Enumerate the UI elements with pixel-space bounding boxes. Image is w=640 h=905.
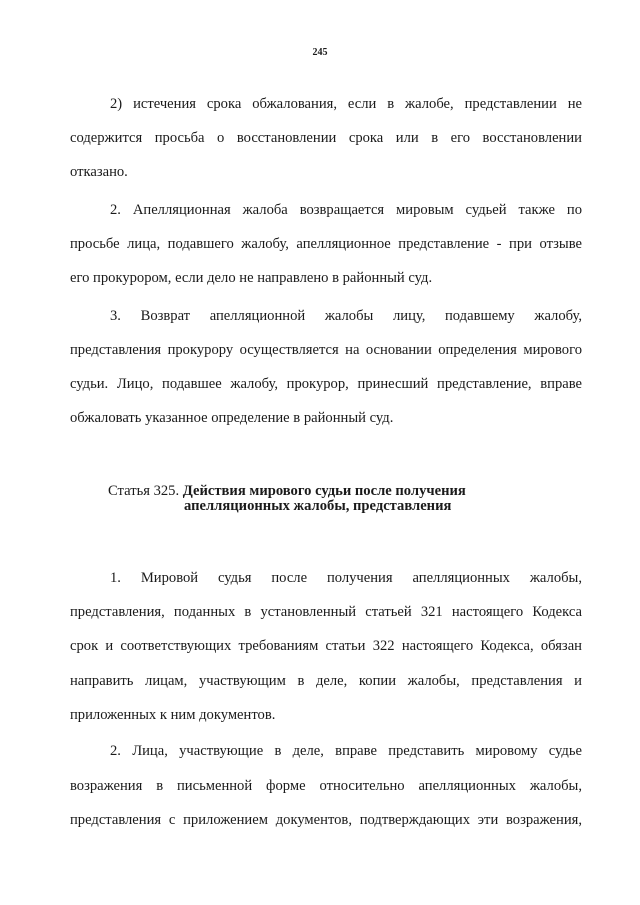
text-line: срок и соответствующих требованиям статьи 322 настоящего Кодекса, обязан <box>70 638 582 654</box>
text-line: 2. Апелляционная жалоба возвращается мировым судьей также по <box>110 202 582 218</box>
text-line: направить лицам, участвующим в деле, копии жалобы, представления и <box>70 673 582 689</box>
text-line: обжаловать указанное определение в районный суд. <box>70 410 394 426</box>
article-title-line2: апелляционных жалобы, представления <box>184 498 452 514</box>
text-line: приложенных к ним документов. <box>70 707 276 723</box>
text-line: судьи. Лицо, подавшее жалобу, прокурор, принесший представление, вправе <box>70 376 582 392</box>
text-line: 2) истечения срока обжалования, если в жалобе, представлении не <box>110 96 582 112</box>
text-line: представления с приложением документов, подтверждающих эти возражения, <box>70 812 582 828</box>
text-line: представления прокурору осуществляется на основании определения мирового <box>70 342 582 358</box>
article-title-line1: Действия мирового судьи после получения <box>182 483 466 499</box>
text-line: возражения в письменной форме относительно апелляционных жалобы, <box>70 778 582 794</box>
text-line: просьбе лица, подавшего жалобу, апелляционное представление - при отзыве <box>70 236 582 252</box>
text-line: 2. Лица, участвующие в деле, вправе представить мировому судье <box>110 743 582 759</box>
text-line: его прокурором, если дело не направлено в районный суд. <box>70 270 433 286</box>
page-number: 245 <box>312 47 328 58</box>
text-line: представления, поданных в установленный статьей 321 настоящего Кодекса <box>70 604 582 620</box>
text-line: отказано. <box>70 164 128 180</box>
text-line: содержится просьба о восстановлении срока или в его восстановлении <box>70 130 582 146</box>
text-line: 3. Возврат апелляционной жалобы лицу, подавшему жалобу, <box>110 308 582 324</box>
article-number: Статья 325. <box>108 483 180 499</box>
text-line: 1. Мировой судья после получения апелляционных жалобы, <box>110 570 582 586</box>
